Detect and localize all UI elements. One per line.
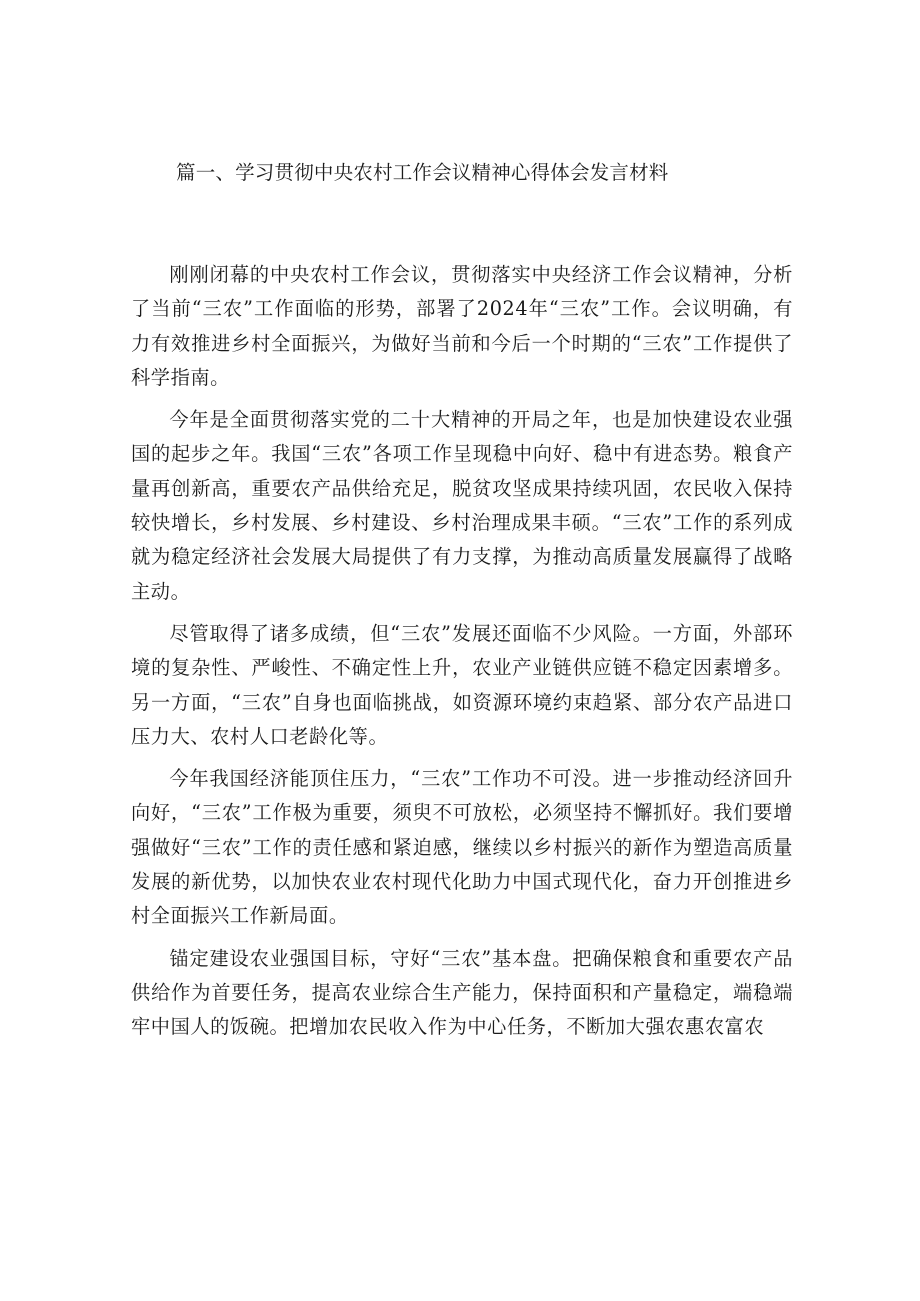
- paragraph-3: 尽管取得了诸多成绩，但“三农”发展还面临不少风险。一方面，外部环境的复杂性、严峻性、不确定性上升，农业产业链供应链不稳定因素增多。另一方面，“三农”自身也面临挑战，如资源环境约束趋紧、部分农产品进口压力大、农村人口老龄化等。: [131, 621, 793, 748]
- paragraph-5: 锚定建设农业强国目标，守好“三农”基本盘。把确保粮食和重要农产品供给作为首要任务，提高农业综合生产能力，保持面积和产量稳定，端稳端牢中国人的饭碗。把增加农民收入作为中心任务，不断加大强农惠农富农: [131, 946, 793, 1039]
- paragraph-2: 今年是全面贯彻落实党的二十大精神的开局之年，也是加快建设农业强国的起步之年。我国“三农”各项工作呈现稳中向好、稳中有进态势。粮食产量再创新高，重要农产品供给充足，脱贫攻坚成果持续巩固，农民收入保持较快增长，乡村发展、乡村建设、乡村治理成果丰硕。“三农”工作的系列成就为稳定经济社会发展大局提供了有力支撑，为推动高质量发展赢得了战略主动。: [131, 408, 793, 603]
- paragraph-1: 刚刚闭幕的中央农村工作会议，贯彻落实中央经济工作会议精神，分析了当前“三农”工作面临的形势，部署了2024年“三农”工作。会议明确，有力有效推进乡村全面振兴，为做好当前和今后一个时期的“三农”工作提供了科学指南。: [131, 263, 793, 389]
- document-body: [131, 258, 793, 1053]
- document-title: 篇一、学习贯彻中央农村工作会议精神心得体会发言材料: [176, 161, 669, 184]
- paragraph-4: 今年我国经济能顶住压力，“三农”工作功不可没。进一步推动经济回升向好，“三农”工作极为重要，须臾不可放松，必须坚持不懈抓好。我们要增强做好“三农”工作的责任感和紧迫感，继续以乡村振兴的新作为塑造高质量发展的新优势，以加快农业农村现代化助力中国式现代化，奋力开创推进乡村全面振兴工作新局面。: [131, 767, 793, 928]
